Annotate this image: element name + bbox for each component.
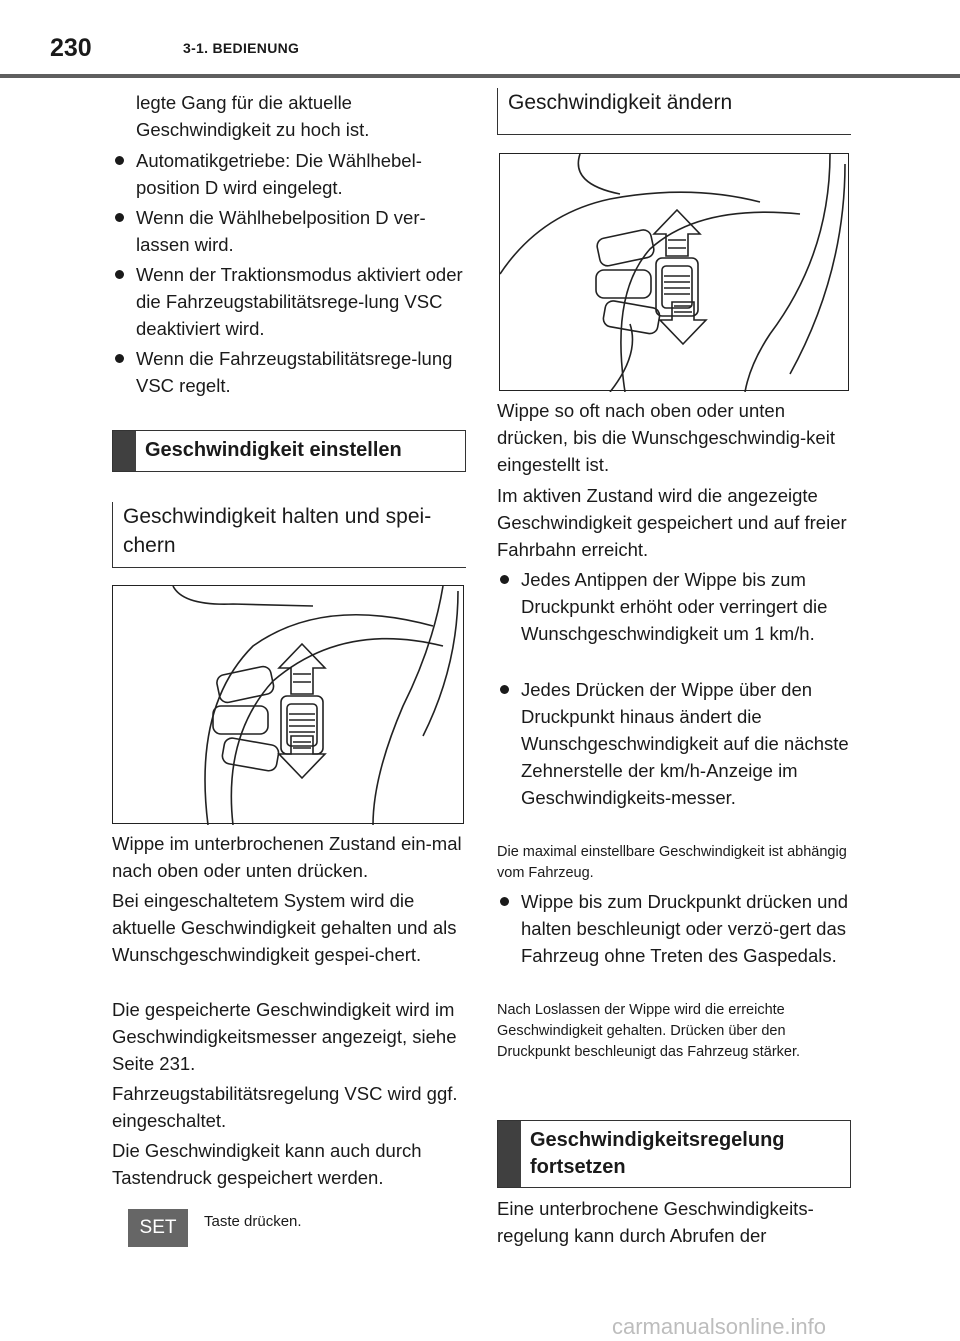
section-heading [497, 1120, 851, 1188]
paragraph: Die gespeicherte Geschwindigkeit wird im Geschwindigkeitsmesser angezeigt, siehe Seite 231. [112, 999, 457, 1074]
paragraph: Eine unterbrochene Geschwindigkeits-regelung kann durch Abrufen der [497, 1198, 814, 1246]
set-key-caption: Taste drücken. [204, 1213, 302, 1230]
steering-wheel-drawing [500, 154, 850, 392]
paragraph: Wippe so oft nach oben oder unten drücken, bis die Wunschgeschwindig-keit eingestellt ist. [497, 400, 835, 475]
paragraph: Wippe im unterbrochenen Zustand ein-mal nach oben oder unten drücken. [112, 833, 462, 881]
heading-bar [498, 1121, 521, 1187]
paragraph: Bei eingeschaltetem System wird die aktuelle Geschwindigkeit gehalten und als Wunschgeschwindigkeit gespei-chert. [112, 890, 457, 965]
page-header [0, 0, 960, 78]
set-key-symbol: SET [128, 1209, 188, 1247]
header-rule [0, 74, 960, 78]
section-heading-text: Geschwindigkeitsregelung fortsetzen [530, 1129, 785, 1178]
intro-text: legte Gang für die aktuelle Geschwindigkeit zu hoch ist. [136, 92, 370, 140]
section-heading [112, 430, 466, 472]
paragraph: Fahrzeugstabilitätsregelung VSC wird ggf. eingeschaltet. [112, 1083, 458, 1131]
paragraph: Die Geschwindigkeit kann auch durch Tastendruck gespeichert werden. [112, 1140, 422, 1188]
list-item: Jedes Drücken der Wippe über den Druckpunkt hinaus ändert die Wunschgeschwindigkeit auf die nächste Zehnerstelle der km/h-Anzeige im Geschwindigkeits-messer. [497, 676, 861, 811]
list-item: Wenn die Wählhebelposition D ver-lassen wird. [112, 204, 476, 258]
watermark: carmanualsonline.info [612, 1314, 827, 1339]
chapter-title: 3-1. BEDIENUNG [183, 40, 300, 56]
page-number: 230 [50, 34, 92, 62]
steering-wheel-drawing [113, 586, 465, 825]
subheading: Geschwindigkeit halten und spei-chern [112, 502, 466, 568]
subheading: Geschwindigkeit ändern [497, 88, 851, 135]
note: Die maximal einstellbare Geschwindigkeit ist abhängig vom Fahrzeug. [497, 844, 847, 881]
list-item: Jedes Antippen der Wippe bis zum Druckpunkt erhöht oder verringert die Wunschgeschwindigkeit um 1 km/h. [497, 566, 861, 647]
note: Nach Loslassen der Wippe wird die erreichte Geschwindigkeit gehalten. Drücken über den Druckpunkt beschleunigt das Fahrzeug stärker. [497, 1002, 801, 1060]
list-item: Automatikgetriebe: Die Wählhebel-position D wird eingelegt. [112, 147, 476, 201]
list-item: Wenn der Traktionsmodus aktiviert oder die Fahrzeugstabilitätsrege-lung VSC deaktiviert wird. [112, 261, 476, 342]
heading-bar [113, 431, 136, 471]
list-item: Wenn die Fahrzeugstabilitätsrege-lung VSC regelt. [112, 345, 476, 399]
steering-rocker-illustration [499, 153, 849, 391]
list-item: Wippe bis zum Druckpunkt drücken und halten beschleunigt oder verzö-gert das Fahrzeug ohne Treten des Gaspedals. [497, 888, 861, 969]
paragraph: Im aktiven Zustand wird die angezeigte Geschwindigkeit gespeichert und auf freier Fahrbahn erreicht. [497, 485, 847, 560]
section-heading-text: Geschwindigkeit einstellen [145, 439, 402, 461]
steering-rocker-illustration [112, 585, 464, 824]
